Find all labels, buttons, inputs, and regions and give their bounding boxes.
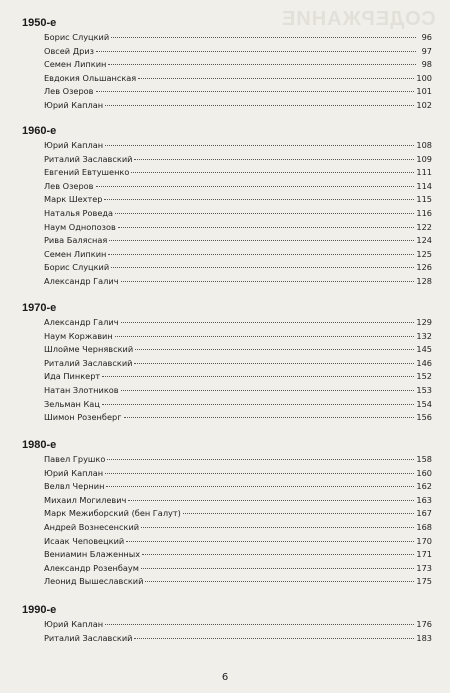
entry-page: 167 (416, 508, 432, 519)
dot-leader (109, 240, 414, 241)
dot-leader (141, 568, 414, 569)
toc-entry[interactable] (44, 72, 432, 86)
section-1970s (22, 301, 432, 425)
dot-leader (102, 376, 414, 377)
dot-leader (96, 51, 416, 52)
entry-name: Борис Слуцкий (44, 32, 110, 42)
entry-name: Павел Грушко (44, 454, 106, 464)
toc-entry[interactable] (44, 384, 432, 398)
toc-entry[interactable] (44, 207, 432, 221)
decade-heading: 1960-е (22, 125, 57, 137)
toc-entry[interactable] (44, 562, 432, 576)
entry-page: 98 (421, 59, 432, 70)
entry-name: Наталья Роведа (44, 207, 114, 218)
entry-page: 146 (416, 357, 432, 368)
dot-leader (118, 227, 415, 228)
dot-leader (108, 64, 416, 65)
dot-leader (124, 417, 415, 418)
entry-name: Велвл Чернин (44, 481, 105, 492)
toc-entry[interactable] (44, 193, 432, 207)
entry-page: 108 (416, 140, 432, 150)
entry-name: Борис Слуцкий (44, 262, 110, 273)
entry-name: Лев Озеров (44, 86, 94, 97)
entry-name: Риталий Заславский (44, 632, 133, 643)
toc-entry[interactable] (44, 357, 432, 371)
entry-name: Лев Озеров (44, 180, 94, 191)
entry-page: 173 (416, 562, 432, 573)
toc-entry[interactable] (44, 453, 432, 467)
toc-entry[interactable] (44, 261, 432, 275)
entry-page: 156 (416, 412, 432, 423)
dot-leader (108, 254, 414, 255)
toc-entry[interactable] (44, 85, 432, 99)
dot-leader (104, 199, 414, 200)
entry-name: Исаак Чеповецкий (44, 535, 125, 546)
dot-leader (183, 513, 414, 514)
entry-page: 162 (416, 481, 432, 492)
entry-page: 160 (416, 467, 432, 478)
dot-leader (105, 145, 414, 146)
entry-page: 168 (416, 521, 432, 532)
entry-page: 170 (416, 535, 432, 546)
entry-page: 100 (416, 72, 432, 83)
toc-entry[interactable] (44, 507, 432, 521)
toc-entry[interactable] (44, 153, 432, 167)
dot-leader (126, 541, 414, 542)
toc-entry[interactable] (44, 480, 432, 494)
entry-page: 114 (416, 180, 432, 191)
entry-name: Андрей Вознесенский (44, 521, 140, 532)
entry-name: Евдокия Ольшанская (44, 72, 137, 83)
section-1960s (22, 124, 432, 289)
toc-entry[interactable] (44, 411, 432, 425)
entry-name: Зельман Кац (44, 398, 100, 409)
entry-name: Семен Липкин (44, 248, 107, 259)
entry-page: 145 (416, 344, 432, 355)
entry-page: 176 (416, 619, 432, 629)
entry-page: 126 (416, 262, 432, 273)
dot-leader (135, 349, 414, 350)
dot-leader (111, 37, 416, 38)
toc-entry[interactable] (44, 31, 432, 45)
entry-name: Овсей Дриз (44, 45, 95, 56)
dot-leader (141, 527, 414, 528)
dot-leader (105, 473, 414, 474)
entry-name: Наум Коржавин (44, 330, 113, 341)
dot-leader (102, 404, 414, 405)
toc-entry[interactable] (44, 139, 432, 153)
entry-name: Юрий Каплан (44, 467, 104, 478)
toc-entry[interactable] (44, 166, 432, 180)
entry-page: 97 (421, 45, 432, 56)
toc-entry[interactable] (44, 370, 432, 384)
toc-entry[interactable] (44, 535, 432, 549)
entry-page: 128 (416, 275, 432, 286)
entry-name: Шимон Розенберг (44, 412, 122, 423)
entry-name: Шлойме Чернявский (44, 344, 134, 355)
entry-page: 115 (416, 194, 432, 205)
section-1950s (22, 16, 432, 113)
entry-page: 183 (416, 632, 432, 643)
entry-name: Юрий Каплан (44, 619, 104, 629)
section-1980s (22, 438, 432, 589)
entry-name: Риталий Заславский (44, 357, 133, 368)
toc-entry[interactable] (44, 575, 432, 589)
entry-page: 163 (416, 494, 432, 505)
entry-name: Михаил Могилевич (44, 494, 127, 505)
toc-entry[interactable] (44, 494, 432, 508)
entry-name: Риталий Заславский (44, 153, 133, 164)
dot-leader (121, 390, 415, 391)
dot-leader (115, 213, 414, 214)
entry-name: Вениамин Блаженных (44, 549, 141, 560)
dot-leader (142, 554, 414, 555)
toc-entry[interactable] (44, 398, 432, 412)
page-number: 6 (221, 672, 229, 683)
toc-entry[interactable] (44, 248, 432, 262)
dot-leader (138, 78, 414, 79)
entry-page: 111 (416, 167, 432, 178)
toc-entry[interactable] (44, 180, 432, 194)
entry-page: 102 (416, 99, 432, 110)
entry-page: 96 (421, 32, 432, 42)
dot-leader (96, 186, 415, 187)
toc-entry[interactable] (44, 330, 432, 344)
toc-entry[interactable] (44, 521, 432, 535)
toc-entry[interactable] (44, 275, 432, 289)
entry-page: 153 (416, 384, 432, 395)
toc-entry[interactable] (44, 632, 432, 646)
decade-heading: 1980-е (22, 439, 57, 451)
toc-entry[interactable] (44, 548, 432, 562)
entry-page: 129 (416, 317, 432, 327)
toc-entry[interactable] (44, 45, 432, 59)
toc-entry[interactable] (44, 58, 432, 72)
toc-entry[interactable] (44, 316, 432, 330)
entry-page: 175 (416, 576, 432, 587)
entry-name: Рива Балясная (44, 235, 108, 246)
entry-name: Юрий Каплан (44, 140, 104, 150)
entry-name: Александр Галич (44, 317, 119, 327)
entry-name: Ида Пинкерт (44, 371, 101, 382)
entry-name: Александр Галич (44, 275, 119, 286)
toc-entry[interactable] (44, 343, 432, 357)
dot-leader (115, 336, 415, 337)
entry-name: Семен Липкин (44, 59, 107, 70)
entry-page: 132 (416, 330, 432, 341)
entry-page: 125 (416, 248, 432, 259)
entry-page: 154 (416, 398, 432, 409)
dot-leader (128, 500, 414, 501)
dot-leader (106, 486, 414, 487)
entry-page: 158 (416, 454, 432, 464)
toc-entry[interactable] (44, 618, 432, 632)
ghost-heading: СОДЕРЖАНИЕ (281, 8, 436, 30)
dot-leader (121, 281, 415, 282)
dot-leader (134, 638, 414, 639)
entry-page: 152 (416, 371, 432, 382)
decade-heading: 1970-е (22, 302, 57, 314)
dot-leader (131, 172, 414, 173)
decade-heading: 1990-е (22, 604, 57, 616)
dot-leader (134, 159, 414, 160)
decade-heading: 1950-е (22, 17, 57, 29)
entry-page: 109 (416, 153, 432, 164)
entry-name: Александр Розенбаум (44, 562, 139, 573)
dot-leader (96, 91, 415, 92)
entry-name: Евгений Евтушенко (44, 167, 130, 178)
entry-page: 124 (416, 235, 432, 246)
entry-name: Марк Шехтер (44, 194, 103, 205)
toc-entry[interactable] (44, 221, 432, 235)
dot-leader (121, 322, 415, 323)
entry-name: Натан Злотников (44, 384, 119, 395)
toc-entry[interactable] (44, 99, 432, 113)
dot-leader (111, 267, 414, 268)
entry-name: Наум Однопозов (44, 221, 116, 232)
dot-leader (105, 624, 414, 625)
dot-leader (107, 459, 414, 460)
dot-leader (105, 105, 414, 106)
entry-page: 171 (416, 549, 432, 560)
entry-page: 101 (416, 86, 432, 97)
section-1990s (22, 603, 432, 645)
dot-leader (134, 363, 414, 364)
dot-leader (145, 581, 414, 582)
entry-name: Леонид Вышеславский (44, 576, 144, 587)
entry-page: 116 (416, 207, 432, 218)
toc-entry[interactable] (44, 467, 432, 481)
toc-entry[interactable] (44, 234, 432, 248)
entry-name: Марк Межиборский (бен Галут) (44, 508, 181, 519)
entry-name: Юрий Каплан (44, 99, 104, 110)
entry-page: 122 (416, 221, 432, 232)
